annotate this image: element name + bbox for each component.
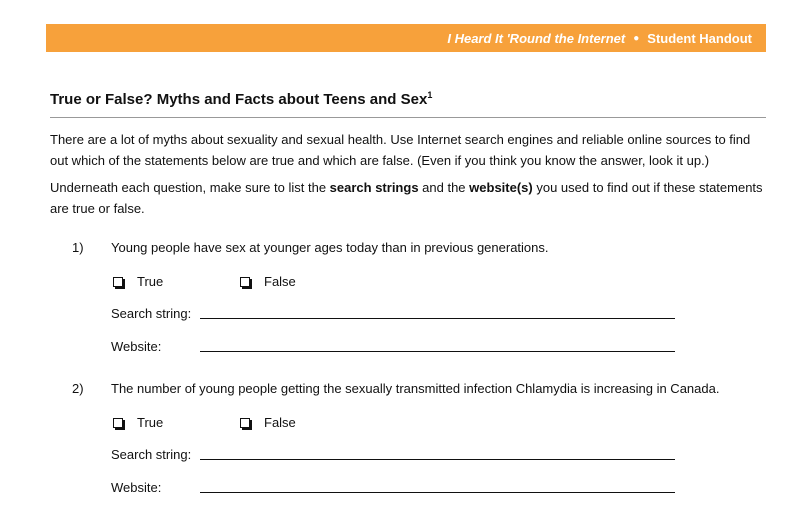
title-divider <box>50 117 766 118</box>
document-type: Student Handout <box>647 30 752 46</box>
intro-paragraph-2 <box>50 177 766 219</box>
website-field[interactable] <box>200 351 675 352</box>
false-label: False <box>264 415 296 430</box>
search-string-label: Search string: <box>111 447 192 462</box>
option-false[interactable] <box>240 415 296 430</box>
page-title-text: True or False? Myths and Facts about Teens and Sex <box>50 91 428 108</box>
website-field[interactable] <box>200 492 675 493</box>
option-true[interactable] <box>113 415 163 430</box>
website-label: Website: <box>111 339 162 354</box>
footnote-mark: 1 <box>427 90 433 100</box>
search-string-field[interactable] <box>200 459 675 460</box>
true-checkbox[interactable] <box>113 277 123 287</box>
false-label: False <box>264 274 296 289</box>
website-label: Website: <box>111 480 162 495</box>
series-title: I Heard It 'Round the Internet <box>447 30 626 46</box>
true-checkbox[interactable] <box>113 418 123 428</box>
intro-bold-search-strings: search strings <box>329 180 419 195</box>
false-checkbox[interactable] <box>240 418 250 428</box>
question-number: 1) <box>72 240 84 255</box>
search-string-field[interactable] <box>200 318 675 319</box>
question-text: The number of young people getting the sexually transmitted infection Chlamydia is increasing in Canada. <box>111 381 720 396</box>
question-text: Young people have sex at younger ages today than in previous generations. <box>111 240 549 255</box>
question-number: 2) <box>72 381 84 396</box>
separator-bullet: ● <box>633 32 640 44</box>
intro-text: and the <box>418 180 470 195</box>
search-string-label: Search string: <box>111 306 192 321</box>
intro-text: you used to find out if these statements are true or false. <box>50 180 763 216</box>
true-label: True <box>137 415 164 430</box>
false-checkbox[interactable] <box>240 277 250 287</box>
intro-bold-websites: website(s) <box>469 180 533 195</box>
option-false[interactable] <box>240 274 296 289</box>
option-true[interactable] <box>113 274 163 289</box>
intro-text: Underneath each question, make sure to list the <box>50 180 330 195</box>
page-title <box>50 90 432 108</box>
true-label: True <box>137 274 164 289</box>
header-banner <box>46 24 766 52</box>
intro-paragraph-1: There are a lot of myths about sexuality and sexual health. Use Internet search engines and reliable online sources to find out which of the statements below are true and which are false. (Even if you think you know the answer, look it up.) <box>50 132 751 168</box>
